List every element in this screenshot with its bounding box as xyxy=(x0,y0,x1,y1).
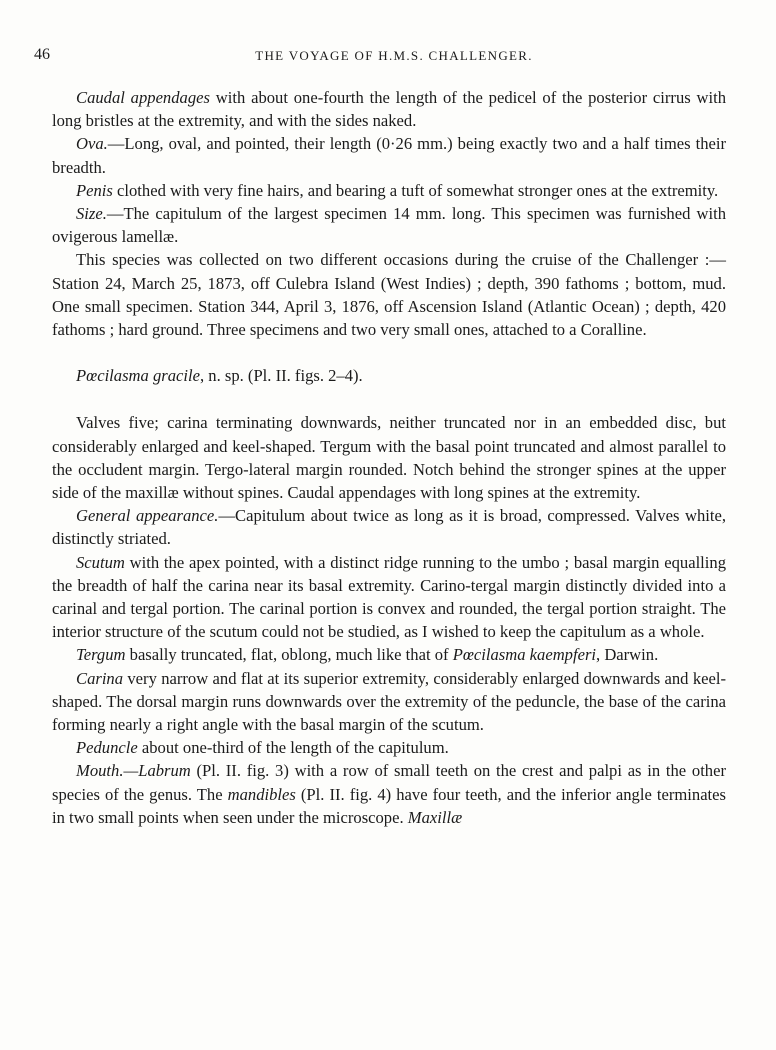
paragraph-text: —Long, oval, and pointed, their length (0·26 mm.) being exactly two and a half times their breadth. xyxy=(52,134,726,177)
paragraph-text: This species was collected on two different occasions during the cruise of the Challenger :—Station 24, March 25, 1873, off Culebra Island (West Indies) ; depth, 390 fathoms ; bottom, mud. One small specimen. Station 344, April 3, 1876, off Ascension Island (Atlantic Ocean) ; depth, 420 fathoms ; hard ground. Three specimens and two very small ones, attached to a Coralline. xyxy=(52,250,726,340)
paragraph xyxy=(52,132,726,178)
paragraph-text: about one-third of the length of the capitulum. xyxy=(137,738,449,758)
paragraph xyxy=(52,759,726,829)
paragraph-text: with the apex pointed, with a distinct ridge running to the umbo ; basal margin equalling the breadth of half the carina near its basal extremity. Carino-tergal margin distinctly divided into a carinal and tergal portion. The carinal portion is convex and rounded, the tergal portion straight. The interior structure of the scutum could not be studied, as I wished to keep the capitulum as a whole. xyxy=(52,552,726,642)
paragraph xyxy=(52,504,726,550)
page-body xyxy=(52,86,726,829)
paragraph-text: very narrow and flat at its superior extremity, considerably enlarged downwards and keel-shaped. The dorsal margin runs downwards over the extremity of the peduncle, the base of the carina forming nearly a right angle with the basal margin of the scutum. xyxy=(52,668,726,735)
paragraph xyxy=(52,86,726,132)
paragraph-lead: Size. xyxy=(76,204,107,224)
paragraph xyxy=(52,248,726,341)
page-header xyxy=(34,46,754,70)
paragraph-lead: Ova. xyxy=(76,134,108,154)
paragraph-text-cont: (Pl. II. fig. 4) have four teeth, and the inferior angle terminates in two small points when seen under the microscope. xyxy=(52,784,726,827)
species-reference: , n. sp. (Pl. II. figs. 2–4). xyxy=(199,366,363,386)
paragraph-text: —The capitulum of the largest specimen 14 mm. long. This specimen was furnished with ovigerous lamellæ. xyxy=(52,204,726,247)
paragraph-lead: Caudal appendages xyxy=(76,88,210,107)
paragraph-lead: Peduncle xyxy=(76,738,138,758)
paragraph-lead: Mouth.—Labrum xyxy=(76,761,191,781)
page-number: 46 xyxy=(34,46,50,63)
paragraph-text: (Pl. II. fig. 3) with a row of small teeth on the crest and palpi as in the other species of the genus. The xyxy=(52,761,726,804)
species-heading xyxy=(52,364,726,387)
paragraph-lead: General appearance. xyxy=(76,506,219,526)
species-name: Pœcilasma gracile xyxy=(76,366,200,386)
species-citation: Pœcilasma kaempferi xyxy=(452,645,597,665)
paragraph-lead: Carina xyxy=(76,668,124,688)
paragraph-text: —Capitulum about twice as long as it is broad, compressed. Valves white, distinctly striated. xyxy=(52,506,726,549)
diagnosis-paragraph xyxy=(52,411,726,504)
paragraph xyxy=(52,667,726,737)
paragraph xyxy=(52,643,726,666)
paragraph-term: mandibles xyxy=(227,784,296,804)
paragraph-term-end: Maxillæ xyxy=(407,807,463,827)
paragraph-text: clothed with very fine hairs, and bearing a tuft of somewhat stronger ones at the extremity. xyxy=(112,180,719,200)
running-title: THE VOYAGE OF H.M.S. CHALLENGER. xyxy=(255,48,533,63)
paragraph xyxy=(52,202,726,248)
paragraph-text-end: , Darwin. xyxy=(596,645,659,665)
paragraph xyxy=(52,736,726,759)
paragraph-lead: Scutum xyxy=(76,552,125,572)
paragraph xyxy=(52,551,726,644)
paragraph-lead: Penis xyxy=(76,180,113,200)
paragraph-text: Valves five; carina terminating downwards, neither truncated nor in an embedded disc, but considerably enlarged and keel-shaped. Tergum with the basal point truncated and almost parallel to the occludent margin. Tergo-lateral margin rounded. Notch behind the stronger spines at the upper side of the maxillæ without spines. Caudal appendages with long spines at the extremity. xyxy=(52,413,726,503)
paragraph-text: basally truncated, flat, oblong, much like that of xyxy=(125,645,453,665)
paragraph-text: with about one-fourth the length of the pedicel of the posterior cirrus with long bristles at the extremity, and with the sides naked. xyxy=(52,88,727,131)
paragraph-lead: Tergum xyxy=(76,645,126,665)
paragraph xyxy=(52,179,726,202)
